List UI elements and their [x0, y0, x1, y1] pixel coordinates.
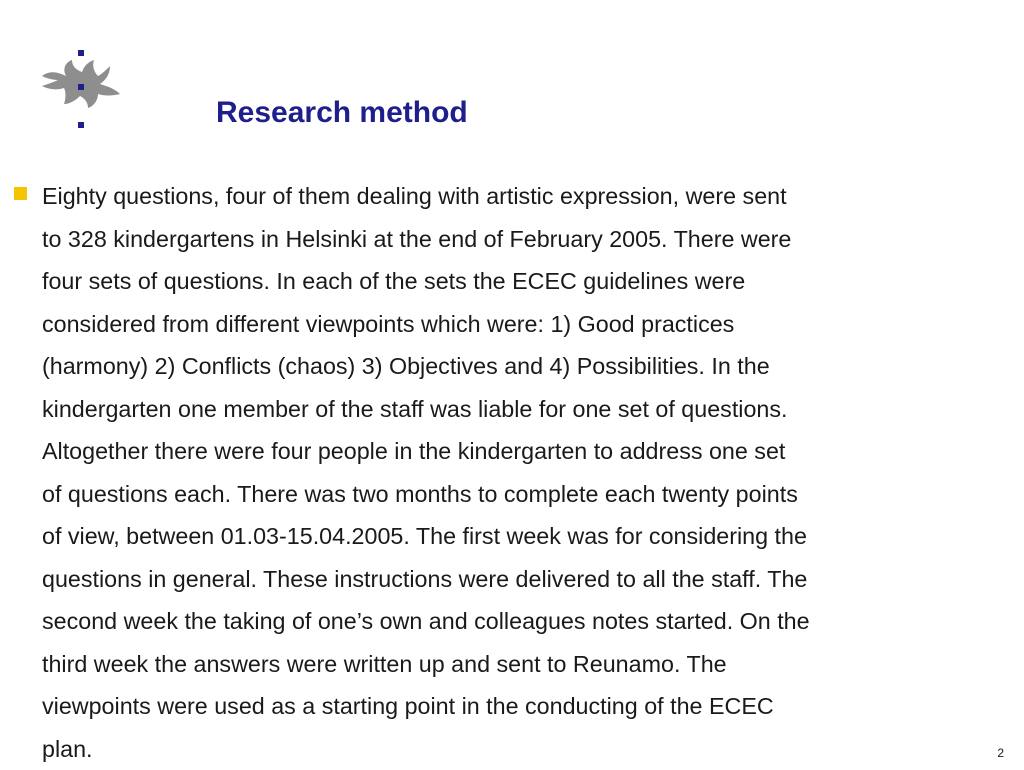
page-number: 2	[997, 746, 1004, 760]
text-line: viewpoints were used as a starting point in the conducting of the ECEC	[42, 685, 992, 728]
text-line: kindergarten one member of the staff was liable for one set of questions.	[42, 388, 992, 431]
text-line: to 328 kindergartens in Helsinki at the end of February 2005. There were	[42, 218, 992, 261]
text-line: Eighty questions, four of them dealing with artistic expression, were sent	[42, 175, 992, 218]
text-line: (harmony) 2) Conflicts (chaos) 3) Objectives and 4) Possibilities. In the	[42, 345, 992, 388]
slide-title: Research method	[216, 96, 468, 130]
text-line: of view, between 01.03-15.04.2005. The first week was for considering the	[42, 515, 992, 558]
text-line: four sets of questions. In each of the sets the ECEC guidelines were	[42, 260, 992, 303]
text-line: second week the taking of one’s own and colleagues notes started. On the	[42, 600, 992, 643]
text-line: Altogether there were four people in the kindergarten to address one set	[42, 430, 992, 473]
flame-logo-icon	[36, 46, 126, 136]
bullet-square-icon	[14, 187, 27, 200]
text-line: considered from different viewpoints which were: 1) Good practices	[42, 303, 992, 346]
university-logo-icon	[36, 46, 126, 136]
bullet-text	[42, 175, 992, 770]
text-line: third week the answers were written up and sent to Reunamo. The	[42, 643, 992, 686]
text-line: of questions each. There was two months to complete each twenty points	[42, 473, 992, 516]
text-line: questions in general. These instructions were delivered to all the staff. The	[42, 558, 992, 601]
text-line: plan.	[42, 728, 992, 770]
